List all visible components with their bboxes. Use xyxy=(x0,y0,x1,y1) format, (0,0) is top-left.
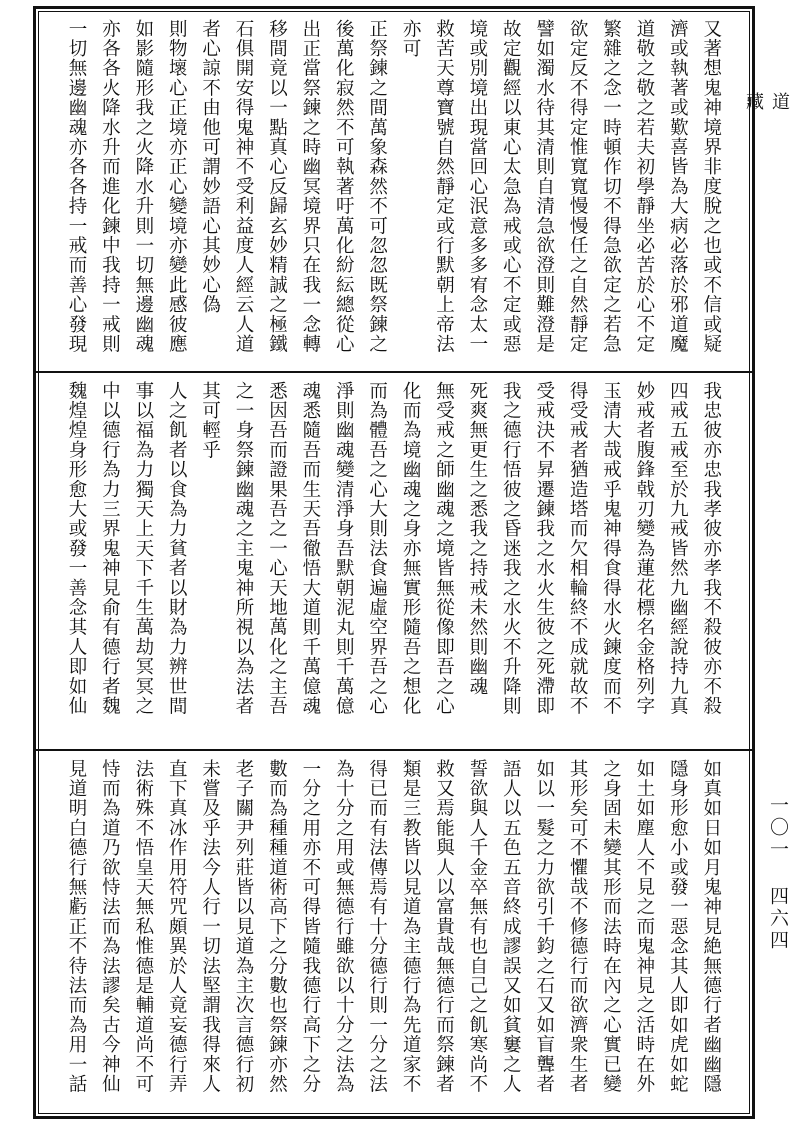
text-column: 譬如濁水待其清則自清急欲澄則難澄是 xyxy=(533,19,555,354)
text-panel-top xyxy=(40,13,748,369)
text-column: 故定觀經以東心太急為戒或心不定或惡 xyxy=(500,19,522,354)
text-column: 數而為種種道術高下之分數也祭鍊亦然 xyxy=(266,759,288,1094)
text-column: 魏煌煌身形愈大或發一善念其人即如仙 xyxy=(66,381,87,716)
text-column: 受戒決不昇遷鍊我之水火生彼之死滯即 xyxy=(533,381,555,716)
text-column: 救又焉能與人以富貴哉無德行而祭鍊者 xyxy=(433,759,455,1094)
text-column: 而為體吾之心大則法食遍虛空界吾之心 xyxy=(366,381,388,716)
text-columns xyxy=(62,13,726,369)
text-column: 無受戒之師幽魂之境皆無從像即吾之心 xyxy=(433,381,455,716)
text-panel-bottom xyxy=(40,753,748,1116)
panel-divider xyxy=(36,749,752,751)
text-column: 死爽無更生之悉我之持戒未然則幽魂 xyxy=(466,381,488,697)
text-column: 者心諒不由他可謂妙語心其妙心偽 xyxy=(199,19,221,315)
text-column: 我忠彼亦忠我孝彼亦孝我不殺彼亦不殺 xyxy=(700,381,722,716)
text-column: 語人以五色五音終成謬誤又如貧窶之人 xyxy=(500,759,522,1094)
text-column: 亦可 xyxy=(400,19,422,59)
text-column: 魂悉隨吾而生天吾徹悟大道則千萬億魂 xyxy=(299,381,321,716)
text-column: 類是三教皆以見道為主德行為先道家不 xyxy=(400,759,422,1094)
text-column: 為十分之用或無德行雖欲以十分之法為 xyxy=(333,759,355,1094)
text-column: 之一身祭鍊幽魂之主鬼神所視以為法者 xyxy=(233,381,255,716)
text-column: 移間竟以一點真心反歸玄妙精誠之極鐵 xyxy=(266,19,288,354)
text-column: 得受戒者猶造塔而欠相輪終不成就故不 xyxy=(567,381,589,716)
text-column: 玉清大哉戒乎鬼神得食得水火鍊度而不 xyxy=(600,381,622,716)
text-column: 出正當祭鍊之時幽冥境界只在我一念轉 xyxy=(299,19,321,354)
text-column: 繁雜之念一時頓作切不得急欲定之若急 xyxy=(600,19,622,354)
text-column: 如影隨形我之火降水升則一切無邊幽魂 xyxy=(132,19,154,354)
text-column: 濟或執著或歎喜皆為大病必落於邪道魔 xyxy=(667,19,689,354)
text-column: 一分之用亦不可得皆隨我德行高下之分 xyxy=(299,759,321,1094)
text-columns xyxy=(62,753,726,1116)
text-column: 悉因吾而證果吾之一心天地萬化之主吾 xyxy=(266,381,288,716)
text-column: 又著想鬼神境界非度脫之也或不信或疑 xyxy=(700,19,722,354)
text-column: 其形矣可不懼哉不修德行而欲濟衆生者 xyxy=(567,759,589,1094)
text-column: 四戒五戒至於九戒皆然九幽經說持九真 xyxy=(667,381,689,716)
text-column: 誓欲與人千金卒無有也自己之飢寒尚不 xyxy=(466,759,488,1094)
text-column: 則物壞心正境亦正心變境亦變此感彼應 xyxy=(166,19,188,354)
text-column: 正祭鍊之間萬象森然不可忽忽既祭鍊之 xyxy=(366,19,388,354)
text-column: 淨則幽魂變清淨身吾默朝泥丸則千萬億 xyxy=(333,381,355,716)
text-column: 法術殊不悟皇天無私惟德是輔道尚不可 xyxy=(132,759,154,1094)
text-column: 未嘗及乎法今人行一切法堅謂我得來人 xyxy=(199,759,221,1094)
page-number: 一〇一 四六四 xyxy=(767,795,789,952)
text-column: 老子關尹列莊皆以見道為主次言德行初 xyxy=(233,759,255,1094)
text-column: 之身固未變其形而法時在內之心實已變 xyxy=(600,759,622,1094)
text-column: 如以一髮之力欲引千鈞之石又如盲聾者 xyxy=(533,759,555,1094)
text-column: 直下真冰作用符咒頗異於人竟妄德行弄 xyxy=(166,759,188,1094)
text-column: 人之飢者以食為力貧者以財為力辨世間 xyxy=(166,381,188,716)
text-column: 化而為境幽魂之身亦無實形隨吾之想化 xyxy=(400,381,422,716)
text-column: 恃而為道乃欲恃法而為法謬矣古今神仙 xyxy=(99,759,121,1094)
text-column: 事以福為力獨天上天下千生萬劫冥冥之 xyxy=(132,381,154,716)
text-column: 得已而有法傳焉有十分德行則一分之法 xyxy=(366,759,388,1094)
text-column: 後萬化寂然不可執著吁萬化紛紜總從心 xyxy=(333,19,355,354)
text-column: 其可輕乎 xyxy=(199,381,221,460)
text-panel-middle xyxy=(40,375,748,747)
text-column: 見道明白德行無虧正不待法而為用一話 xyxy=(66,759,87,1094)
text-column: 妙戒者腹鋒戟刃變為蓮花標名金格列字 xyxy=(633,381,655,716)
text-column: 欲定反不得定惟寬寬慢慢任之自然靜定 xyxy=(567,19,589,354)
text-column: 一切無邊幽魂亦各各持一戒而善心發現 xyxy=(66,19,87,354)
text-columns xyxy=(62,375,726,747)
source-title: 道 藏 xyxy=(743,92,790,150)
text-column: 道敬之敬之若夫初學靜坐必苦於心不定 xyxy=(633,19,655,354)
page-frame xyxy=(33,6,755,1119)
text-column: 如真如日如月鬼神見絶無德行者幽幽隱 xyxy=(700,759,722,1094)
text-column: 亦各各火降水升而進化鍊中我持一戒則 xyxy=(99,19,121,354)
text-column: 救苦天尊寶號自然靜定或行默朝上帝法 xyxy=(433,19,455,354)
text-column: 我之德行悟彼之昏迷我之水火不升降則 xyxy=(500,381,522,716)
text-column: 境或別境出現當回心泯意多多宥念太一 xyxy=(466,19,488,354)
text-column: 如土如塵人不見之而鬼神見之活時在外 xyxy=(633,759,655,1094)
text-column: 隱身形愈小或發一惡念其人即如虎如蛇 xyxy=(667,759,689,1094)
text-column: 石俱開安得鬼神不受利益度人經云人道 xyxy=(233,19,255,354)
text-column: 中以德行為力三界鬼神見俞有德行者魏 xyxy=(99,381,121,716)
panel-divider xyxy=(36,371,752,373)
